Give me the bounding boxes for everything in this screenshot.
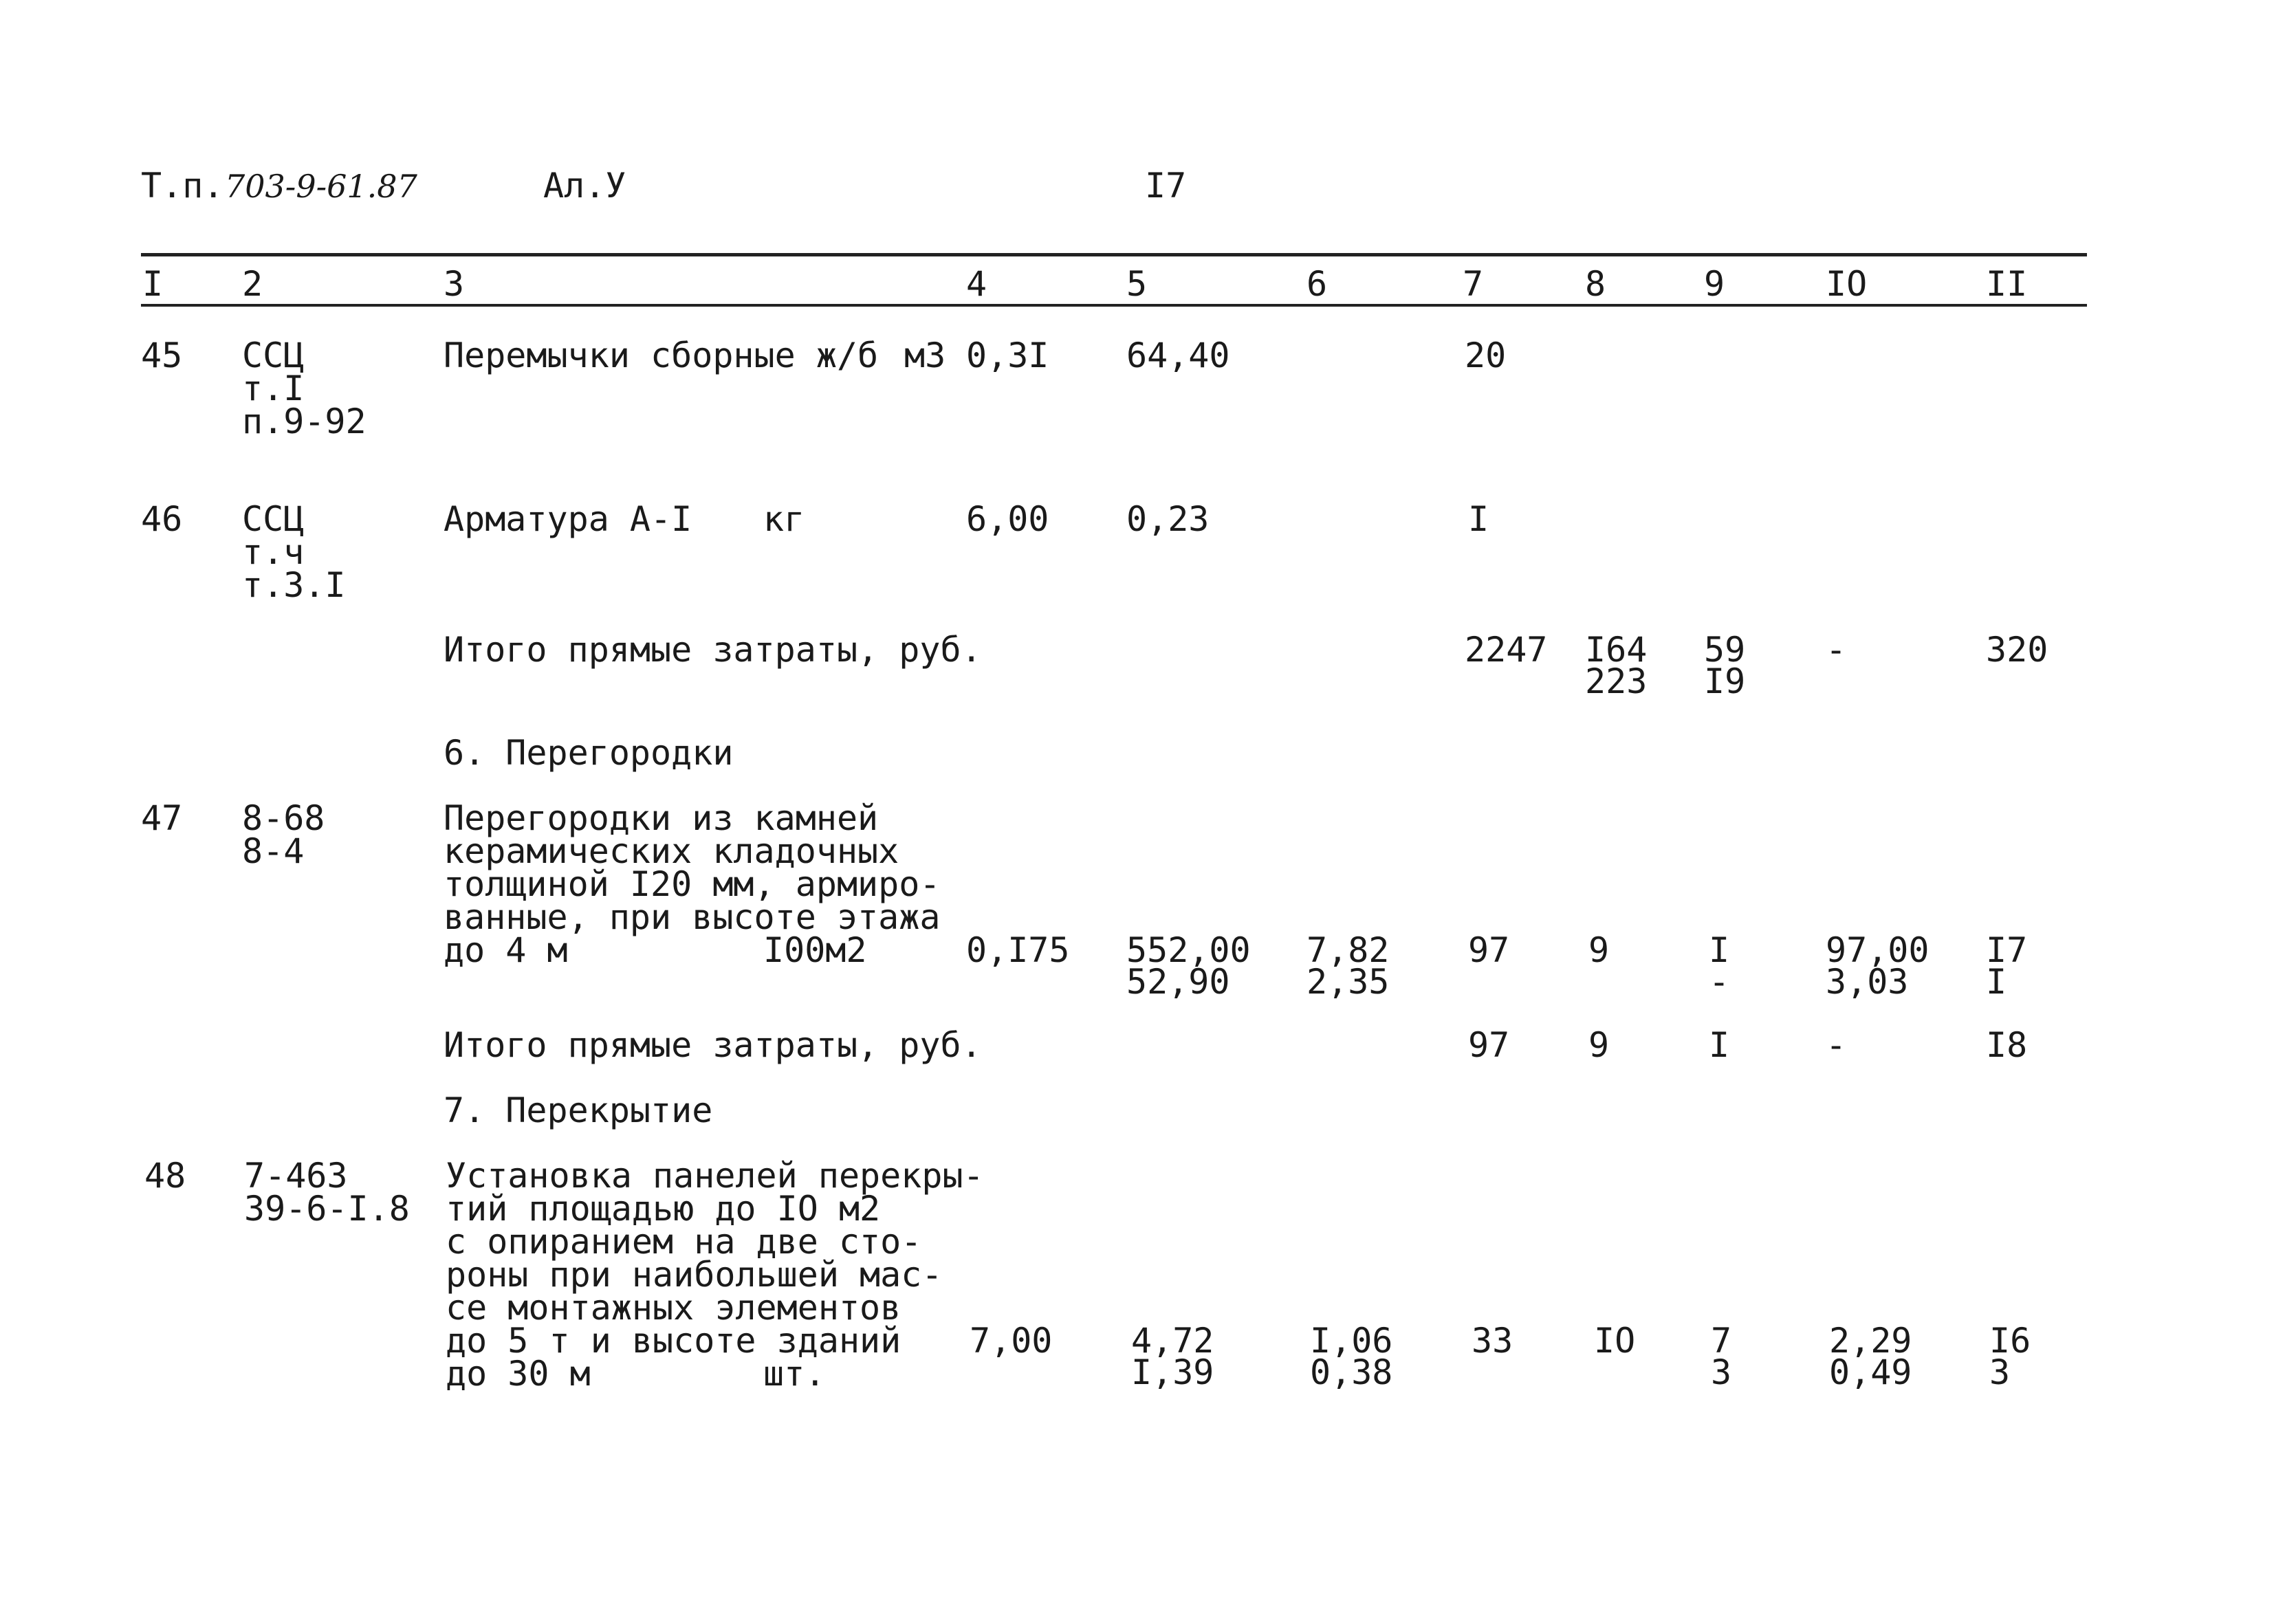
row-description: тий площадью до IO м2 — [446, 1189, 881, 1229]
row-col11: I — [1986, 962, 2007, 1002]
row-code: ССЦ — [242, 336, 305, 375]
row-col7: 33 — [1472, 1321, 1513, 1361]
row-code: 39-6-I.8 — [244, 1189, 410, 1229]
doc-prefix: Т.п. — [141, 166, 224, 206]
row-col11: I6 — [1989, 1321, 2031, 1361]
subtotal-col7: 97 — [1468, 1025, 1510, 1065]
row-code: т.ч — [242, 532, 305, 572]
row-number: 47 — [141, 798, 183, 838]
subtotal-col10: - — [1826, 630, 1847, 670]
row-col7: 20 — [1465, 336, 1507, 375]
subtotal-col8: 9 — [1588, 1025, 1610, 1065]
row-number: 48 — [144, 1156, 186, 1196]
row-col10: 97,00 — [1826, 930, 1929, 970]
row-quantity: 6,00 — [966, 499, 1049, 539]
column-number: 3 — [444, 264, 465, 304]
row-number: 45 — [141, 336, 183, 375]
subtotal-col9: I9 — [1704, 661, 1746, 701]
column-number: I — [142, 264, 164, 304]
column-number: 5 — [1126, 264, 1148, 304]
subtotal-col11: 320 — [1986, 630, 2048, 670]
row-description: Арматура А-I — [444, 499, 692, 539]
row-col5: I,39 — [1131, 1352, 1214, 1392]
row-code: п.9-92 — [242, 402, 367, 441]
subtotal-col7: 2247 — [1465, 630, 1548, 670]
row-code: 8-4 — [242, 831, 305, 871]
row-description: се монтажных элементов — [446, 1288, 901, 1328]
subtotal-col8: I64 — [1585, 630, 1648, 670]
row-description: до 30 м — [446, 1354, 591, 1394]
row-col7: 97 — [1468, 930, 1510, 970]
row-col10: 3,03 — [1826, 962, 1909, 1002]
album-label: Ал.У — [543, 166, 626, 206]
row-col5: 552,00 — [1126, 930, 1251, 970]
subtotal-col11: I8 — [1986, 1025, 2028, 1065]
row-description: до 5 т и высоте зданий — [446, 1321, 901, 1361]
subtotal-label: Итого прямые затраты, руб. — [444, 630, 982, 670]
row-col7: I — [1468, 499, 1489, 539]
row-unit: кг — [763, 499, 805, 539]
column-header-rule — [141, 304, 2087, 307]
row-code: т.3.I — [242, 565, 346, 605]
row-col6: 2,35 — [1307, 962, 1390, 1002]
row-description: роны при наибольшей мас- — [446, 1255, 943, 1295]
row-description: с опиранием на две сто- — [446, 1222, 922, 1262]
section-title: 7. Перекрытие — [444, 1090, 713, 1130]
row-col10: 0,49 — [1829, 1352, 1912, 1392]
row-code: ССЦ — [242, 499, 305, 539]
row-col5: 4,72 — [1131, 1321, 1214, 1361]
row-col9: 3 — [1711, 1352, 1732, 1392]
row-col9: 7 — [1711, 1321, 1732, 1361]
project-number: 703-9-61.87 — [225, 168, 417, 205]
row-col8: IO — [1594, 1321, 1636, 1361]
row-col11: 3 — [1989, 1352, 2011, 1392]
row-col10: 2,29 — [1829, 1321, 1912, 1361]
row-unit: I00м2 — [763, 930, 867, 970]
column-number: IO — [1826, 264, 1868, 304]
row-description: до 4 м — [444, 930, 568, 970]
row-description: Перемычки сборные ж/б — [444, 336, 879, 375]
row-number: 46 — [141, 499, 183, 539]
row-code: т.I — [242, 369, 305, 408]
row-quantity: 0,I75 — [966, 930, 1070, 970]
row-col9: - — [1709, 962, 1730, 1002]
column-number: 9 — [1704, 264, 1725, 304]
row-col5: 0,23 — [1126, 499, 1210, 539]
column-number: 4 — [966, 264, 987, 304]
row-col6: 7,82 — [1307, 930, 1390, 970]
row-description: Установка панелей перекры- — [446, 1156, 984, 1196]
row-description: керамических кладочных — [444, 831, 899, 871]
subtotal-label: Итого прямые затраты, руб. — [444, 1025, 982, 1065]
section-title: 6. Перегородки — [444, 733, 734, 773]
row-code: 8-68 — [242, 798, 325, 838]
subtotal-col10: - — [1826, 1025, 1847, 1065]
row-description: ванные, при высоте этажа — [444, 897, 941, 937]
row-col11: I7 — [1986, 930, 2028, 970]
page-number: I7 — [1145, 166, 1187, 206]
row-col9: I — [1709, 930, 1730, 970]
row-col6: 0,38 — [1310, 1352, 1393, 1392]
row-description: Перегородки из камней — [444, 798, 879, 838]
row-col5: 64,40 — [1126, 336, 1230, 375]
subtotal-col8: 223 — [1585, 661, 1648, 701]
subtotal-col9: I — [1709, 1025, 1730, 1065]
row-unit: шт. — [763, 1354, 826, 1394]
row-quantity: 0,3I — [966, 336, 1049, 375]
top-rule — [141, 253, 2087, 256]
column-number: 2 — [242, 264, 263, 304]
row-unit: м3 — [904, 336, 946, 375]
row-col8: 9 — [1588, 930, 1610, 970]
row-col6: I,06 — [1310, 1321, 1393, 1361]
row-col5: 52,90 — [1126, 962, 1230, 1002]
row-quantity: 7,00 — [970, 1321, 1053, 1361]
column-number: II — [1986, 264, 2028, 304]
row-description: толщиной I20 мм, армиро- — [444, 864, 941, 904]
column-number: 8 — [1585, 264, 1606, 304]
subtotal-col9: 59 — [1704, 630, 1746, 670]
column-number: 7 — [1463, 264, 1484, 304]
column-number: 6 — [1307, 264, 1328, 304]
row-code: 7-463 — [244, 1156, 348, 1196]
